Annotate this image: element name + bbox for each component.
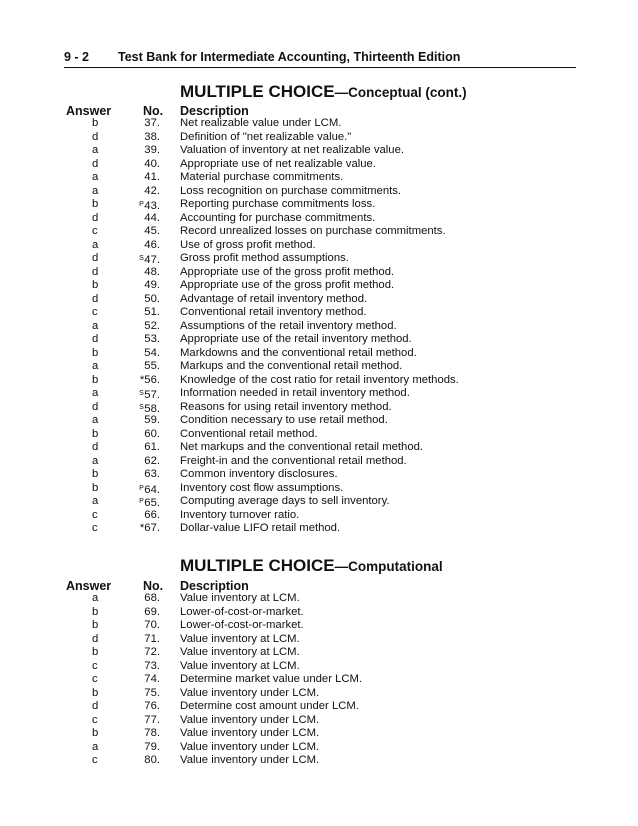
description-cell: Valuation of inventory at net realizable value. (180, 144, 404, 156)
question-row (0, 198, 638, 212)
col-answer-header: Answer (66, 579, 112, 593)
question-row (0, 646, 638, 660)
answer-cell: d (92, 292, 99, 305)
question-number: 54. (144, 346, 160, 359)
number-cell (134, 347, 160, 361)
number-cell (134, 509, 160, 523)
number-cell (134, 320, 160, 334)
section-title-computational (180, 556, 443, 576)
question-number: 37. (144, 117, 160, 129)
question-row (0, 225, 638, 239)
answer-cell: a (92, 387, 99, 399)
number-cell (134, 619, 160, 633)
source-marker: S (139, 403, 144, 411)
question-number: 62. (144, 454, 160, 467)
description-cell: Freight-in and the conventional retail method. (180, 454, 407, 467)
question-row (0, 414, 638, 428)
number-cell (134, 673, 160, 687)
number-cell (134, 455, 160, 469)
description-cell: Assumptions of the retail inventory method. (180, 319, 397, 332)
number-cell (134, 741, 160, 755)
answer-cell: d (92, 157, 99, 170)
description-cell: Value inventory at LCM. (180, 646, 300, 658)
question-number: 63. (144, 468, 160, 480)
col-description-header: Description (180, 104, 249, 118)
answer-cell: b (92, 198, 99, 210)
answer-cell: a (92, 319, 99, 332)
number-cell (134, 212, 160, 226)
question-row (0, 714, 638, 728)
number-cell (134, 414, 160, 428)
description-cell: Value inventory under LCM. (180, 686, 320, 699)
question-number: 73. (144, 659, 160, 672)
description-cell: Inventory cost flow assumptions. (180, 481, 344, 494)
question-row (0, 633, 638, 647)
description-cell: Information needed in retail inventory method. (180, 387, 410, 399)
source-marker: P (139, 498, 144, 505)
answer-cell: c (92, 522, 98, 534)
answer-cell: a (92, 184, 99, 197)
question-row (0, 509, 638, 523)
question-row (0, 117, 638, 131)
number-cell (134, 606, 160, 620)
question-row (0, 754, 638, 768)
description-cell: Conventional retail method. (180, 427, 318, 440)
question-number: 55. (144, 360, 160, 372)
question-number: 79. (144, 740, 160, 753)
question-row (0, 252, 638, 266)
question-row (0, 606, 638, 620)
description-cell: Net markups and the conventional retail method. (180, 441, 424, 453)
description-cell: Common inventory disclosures. (180, 468, 338, 480)
description-cell: Use of gross profit method. (180, 238, 316, 251)
question-row (0, 468, 638, 482)
question-number: 43. (144, 200, 160, 212)
question-number: 60. (144, 427, 160, 440)
question-number: 72. (144, 646, 160, 658)
question-number: 59. (144, 414, 160, 426)
section-title-main: MULTIPLE CHOICE (180, 82, 335, 101)
source-marker: S (139, 390, 144, 397)
answer-cell: c (92, 673, 98, 685)
question-number: 53. (144, 333, 160, 345)
description-cell: Inventory turnover ratio. (180, 508, 300, 521)
description-cell: Value inventory at LCM. (180, 592, 300, 604)
answer-cell: a (92, 495, 99, 507)
question-number: *56. (139, 373, 160, 386)
question-list-computational (0, 592, 638, 768)
question-number: 61. (144, 441, 160, 453)
question-row (0, 441, 638, 455)
question-row (0, 320, 638, 334)
answer-cell: d (92, 441, 99, 453)
answer-cell: b (92, 346, 99, 359)
question-number: 45. (144, 225, 160, 237)
question-number: 39. (144, 144, 160, 156)
description-cell: Lower-of-cost-or-market. (180, 619, 304, 631)
question-number: 58. (144, 402, 160, 415)
answer-cell: b (92, 427, 99, 440)
answer-cell: a (92, 238, 99, 251)
description-cell: Gross profit method assumptions. (180, 252, 349, 264)
answer-cell: c (92, 306, 98, 318)
answer-cell: d (92, 211, 99, 224)
answer-cell: b (92, 686, 99, 699)
col-no-header: No. (143, 579, 164, 593)
answer-cell: b (92, 468, 99, 480)
question-row (0, 619, 638, 633)
answer-cell: a (92, 740, 99, 753)
number-cell (134, 239, 160, 253)
question-number: 65. (144, 497, 160, 509)
section-title-main: MULTIPLE CHOICE (180, 556, 335, 575)
col-no-header: No. (143, 104, 164, 118)
description-cell: Appropriate use of net realizable value. (180, 157, 376, 170)
number-cell (134, 468, 160, 482)
number-cell (134, 144, 160, 158)
question-row (0, 279, 638, 293)
number-cell (134, 333, 160, 347)
description-cell: Record unrealized losses on purchase commitments. (180, 225, 446, 237)
description-cell: Knowledge of the cost ratio for retail inventory methods. (180, 373, 459, 386)
number-cell (134, 700, 160, 714)
question-number: 77. (144, 713, 160, 726)
question-number: 50. (144, 292, 160, 305)
source-marker: P (139, 201, 144, 208)
description-cell: Markdowns and the conventional retail method. (180, 346, 417, 359)
answer-cell: a (92, 144, 99, 156)
answer-cell: a (92, 171, 99, 183)
question-row (0, 171, 638, 185)
question-row (0, 239, 638, 253)
description-cell: Reporting purchase commitments loss. (180, 198, 376, 210)
number-cell (134, 714, 160, 728)
question-list-conceptual (0, 117, 638, 536)
number-cell (134, 266, 160, 280)
description-cell: Conventional retail inventory method. (180, 306, 367, 318)
description-cell: Appropriate use of the gross profit method. (180, 279, 395, 291)
description-cell: Determine cost amount under LCM. (180, 700, 359, 712)
question-row (0, 360, 638, 374)
question-row (0, 374, 638, 388)
answer-cell: d (92, 252, 99, 264)
description-cell: Material purchase commitments. (180, 171, 344, 183)
question-number: 51. (144, 306, 160, 318)
description-cell: Value inventory at LCM. (180, 632, 300, 645)
answer-cell: c (92, 713, 98, 726)
number-cell (134, 592, 160, 606)
number-cell (134, 158, 160, 172)
section-title-sub: —Conceptual (cont.) (334, 85, 467, 100)
number-cell (134, 131, 160, 145)
question-number: 40. (144, 157, 160, 170)
number-cell (134, 754, 160, 768)
answer-cell: b (92, 373, 99, 386)
answer-cell: a (92, 592, 99, 604)
description-cell: Condition necessary to use retail method. (180, 414, 388, 426)
question-number: 66. (144, 508, 160, 521)
number-cell (134, 185, 160, 199)
description-cell: Reasons for using retail inventory method. (180, 400, 392, 413)
answer-cell: d (92, 333, 99, 345)
question-number: 68. (144, 592, 160, 604)
section-title-conceptual (180, 82, 467, 102)
question-row (0, 185, 638, 199)
answer-cell: c (92, 659, 98, 672)
question-row (0, 428, 638, 442)
answer-cell: c (92, 225, 98, 237)
question-row (0, 212, 638, 226)
answer-cell: d (92, 700, 99, 712)
question-row (0, 387, 638, 401)
number-cell (134, 428, 160, 442)
question-row (0, 333, 638, 347)
description-cell: Value inventory under LCM. (180, 740, 320, 753)
question-row (0, 592, 638, 606)
answer-cell: b (92, 619, 99, 631)
answer-cell: d (92, 632, 99, 645)
book-title: Test Bank for Intermediate Accounting, Thirteenth Edition (118, 50, 461, 64)
question-number: 41. (144, 171, 160, 183)
number-cell (134, 660, 160, 674)
question-number: 38. (144, 130, 160, 143)
question-number: 49. (144, 279, 160, 291)
question-number: 42. (144, 184, 160, 197)
number-cell (134, 687, 160, 701)
question-row (0, 131, 638, 145)
question-row (0, 293, 638, 307)
question-row (0, 347, 638, 361)
answer-cell: b (92, 117, 99, 129)
page-number: 9 - 2 (64, 50, 90, 64)
question-row (0, 455, 638, 469)
number-cell (134, 117, 160, 131)
answer-cell: a (92, 454, 99, 467)
number-cell (134, 727, 160, 741)
description-cell: Value inventory under LCM. (180, 754, 320, 766)
question-number: 47. (144, 254, 160, 266)
answer-cell: d (92, 400, 99, 413)
question-row (0, 700, 638, 714)
answer-cell: b (92, 279, 99, 291)
section-title-sub: —Computational (334, 559, 443, 574)
question-number: 76. (144, 700, 160, 712)
answer-cell: a (92, 414, 99, 426)
question-number: 44. (144, 211, 160, 224)
question-number: 64. (144, 483, 160, 496)
number-cell (134, 225, 160, 239)
question-row (0, 144, 638, 158)
description-cell: Appropriate use of the retail inventory method. (180, 333, 412, 345)
question-number: 57. (144, 389, 160, 401)
question-number: 52. (144, 319, 160, 332)
question-row (0, 727, 638, 741)
number-cell (134, 171, 160, 185)
number-cell (134, 279, 160, 293)
header-rule (64, 67, 576, 68)
answer-cell: b (92, 646, 99, 658)
answer-cell: c (92, 754, 98, 766)
number-cell (134, 293, 160, 307)
col-answer-header: Answer (66, 104, 112, 118)
description-cell: Lower-of-cost-or-market. (180, 605, 304, 618)
number-cell (134, 306, 160, 320)
question-row (0, 158, 638, 172)
description-cell: Appropriate use of the gross profit method. (180, 265, 395, 278)
description-cell: Definition of "net realizable value." (180, 130, 352, 143)
description-cell: Value inventory under LCM. (180, 713, 320, 726)
answer-cell: b (92, 605, 99, 618)
description-cell: Computing average days to sell inventory. (180, 495, 390, 507)
question-row (0, 522, 638, 536)
number-cell (134, 633, 160, 647)
number-cell (134, 522, 160, 536)
question-number: 75. (144, 686, 160, 699)
question-row (0, 495, 638, 509)
answer-cell: d (92, 265, 99, 278)
question-number: 80. (144, 754, 160, 766)
question-number: 71. (144, 632, 160, 645)
description-cell: Value inventory under LCM. (180, 727, 320, 739)
answer-cell: a (92, 360, 99, 372)
description-cell: Net realizable value under LCM. (180, 117, 342, 129)
answer-cell: d (92, 130, 99, 143)
description-cell: Dollar-value LIFO retail method. (180, 522, 341, 534)
page-header (64, 50, 576, 66)
question-row (0, 687, 638, 701)
number-cell (134, 646, 160, 660)
question-number: 74. (144, 673, 160, 685)
col-description-header: Description (180, 579, 249, 593)
description-cell: Markups and the conventional retail method. (180, 360, 403, 372)
question-row (0, 673, 638, 687)
question-number: 48. (144, 265, 160, 278)
number-cell (134, 441, 160, 455)
answer-cell: b (92, 727, 99, 739)
description-cell: Determine market value under LCM. (180, 673, 363, 685)
question-row (0, 660, 638, 674)
number-cell (134, 374, 160, 388)
description-cell: Value inventory at LCM. (180, 659, 300, 672)
question-row (0, 306, 638, 320)
source-marker: P (139, 484, 144, 492)
answer-cell: c (92, 508, 98, 521)
question-number: 70. (144, 619, 160, 631)
description-cell: Loss recognition on purchase commitments. (180, 184, 402, 197)
answer-cell: b (92, 481, 99, 494)
question-row (0, 741, 638, 755)
question-row (0, 266, 638, 280)
question-number: 46. (144, 238, 160, 251)
description-cell: Advantage of retail inventory method. (180, 292, 368, 305)
question-number: 78. (144, 727, 160, 739)
description-cell: Accounting for purchase commitments. (180, 211, 376, 224)
number-cell (134, 360, 160, 374)
question-number: *67. (139, 522, 160, 534)
question-row (0, 401, 638, 415)
question-row (0, 482, 638, 496)
source-marker: S (139, 255, 144, 262)
question-number: 69. (144, 605, 160, 618)
